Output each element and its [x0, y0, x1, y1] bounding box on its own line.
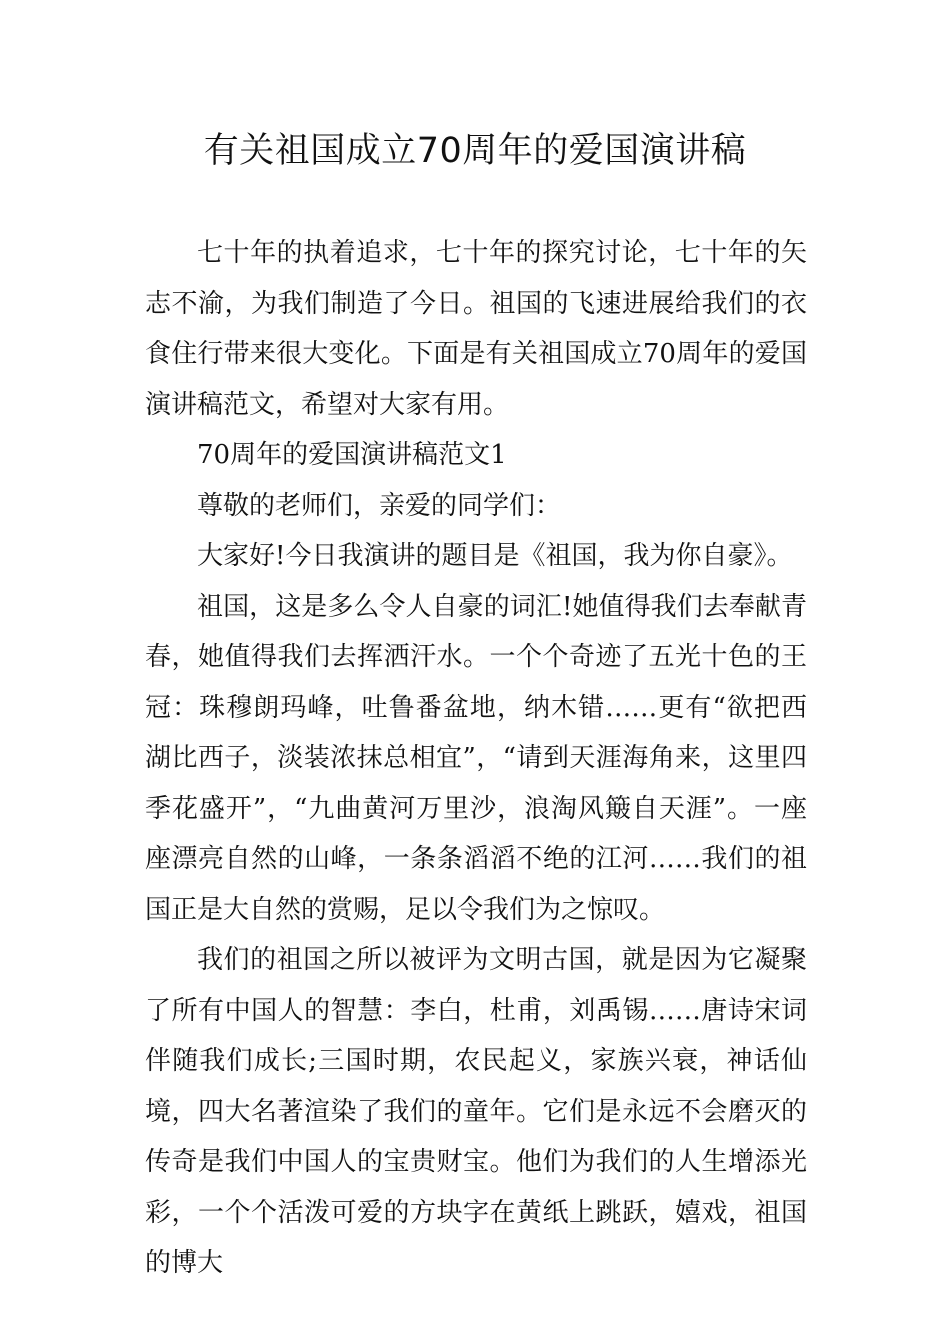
paragraph-sample-heading: 70周年的爱国演讲稿范文1 — [197, 440, 507, 470]
document-body — [145, 228, 807, 1289]
paragraph-body: 祖国，这是多么令人自豪的词汇!她值得我们去奉献青春，她值得我们去挥洒汗水。一个个奇迹了五光十色的王冠：珠穆朗玛峰，吐鲁番盆地，纳木错……更有“欲把西湖比西子，淡装浓抹总相宜”，“请到天涯海角来，这里四季花盛开”，“九曲黄河万里沙，浪淘风簸自天涯”。一座座漂亮自然的山峰，一条条滔滔不绝的江河……我们的祖国正是大自然的赏赐，足以令我们为之惊叹。 — [145, 591, 807, 925]
paragraph-body: 我们的祖国之所以被评为文明古国，就是因为它凝聚了所有中国人的智慧：李白，杜甫，刘禹锡……唐诗宋词伴随我们成长;三国时期，农民起义，家族兴衰，神话仙境，四大名著渲染了我们的童年。它们是永远不会磨灭的传奇是我们中国人的宝贵财宝。他们为我们的人生增添光彩，一个个活泼可爱的方块字在黄纸上跳跃，嬉戏，祖国的博大 — [145, 945, 807, 1278]
paragraph-intro: 七十年的执着追求，七十年的探究讨论，七十年的矢志不渝，为我们制造了今日。祖国的飞速进展给我们的衣食住行带来很大变化。下面是有关祖国成立70周年的爱国演讲稿范文，希望对大家有用。 — [145, 238, 807, 420]
paragraph-salutation: 尊敬的老师们，亲爱的同学们： — [197, 490, 562, 521]
paragraph-greeting: 大家好!今日我演讲的题目是《祖国，我为你自豪》。 — [197, 541, 793, 571]
document-title: 有关祖国成立70周年的爱国演讲稿 — [203, 131, 747, 171]
